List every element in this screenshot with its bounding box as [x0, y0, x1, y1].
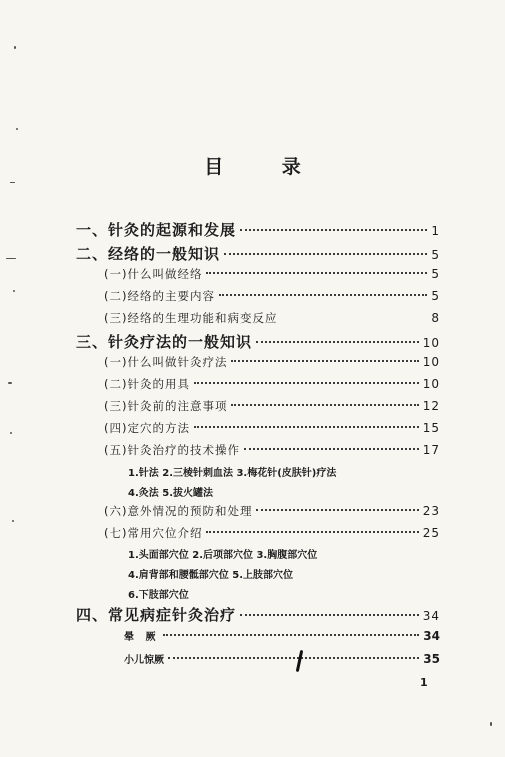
toc-entry-page: 25: [422, 526, 440, 540]
toc-entry-label: 三、针灸疗法的一般知识: [76, 333, 253, 351]
scan-speck: [12, 520, 14, 522]
toc-entry-label: 晕 厥: [124, 632, 160, 643]
toc-entry-page: 12: [422, 399, 440, 413]
toc-entry-label: 二、经络的一般知识: [76, 245, 221, 263]
toc-entry: [104, 503, 440, 519]
toc-subitems: 6.下肢部穴位: [128, 590, 189, 601]
toc-entry-page: 1: [431, 224, 440, 238]
toc-entry-label: (四)定穴的方法: [104, 421, 190, 435]
leader-dots: [240, 229, 427, 231]
toc-entry-page: 23: [422, 504, 440, 518]
toc-entry-label: (七)常用穴位介绍: [104, 526, 203, 540]
toc-entry-page: 15: [422, 421, 440, 435]
toc-entry-page: 10: [422, 336, 440, 350]
toc-entry: [104, 442, 440, 458]
scan-speck: [10, 182, 15, 183]
scan-speck: [13, 290, 15, 292]
page-title: 目 录: [204, 156, 327, 178]
leader-dots: [206, 272, 427, 274]
toc-entry: [104, 354, 440, 370]
toc-entry-label: (一)什么叫做经络: [104, 267, 203, 281]
toc-entry: [104, 525, 440, 541]
toc-entry-page: 5: [431, 267, 440, 281]
leader-dots: [194, 382, 419, 384]
leader-dots: [256, 509, 418, 511]
leader-dots: [256, 341, 419, 343]
toc-entry-label: 一、针灸的起源和发展: [76, 221, 237, 239]
toc-entry-label: 小儿惊厥: [124, 655, 164, 666]
toc-entry-page: 5: [431, 289, 440, 303]
toc-entry-label: (五)针灸治疗的技术操作: [104, 443, 240, 457]
leader-dots: [206, 531, 418, 533]
toc-entry-label: 四、常见病症针灸治疗: [76, 606, 237, 624]
toc-entry-page: 10: [422, 355, 440, 369]
toc-subitems: 1.针法 2.三棱针刺血法 3.梅花针(皮肤针)疗法: [128, 468, 337, 479]
toc-entry-label: (二)针灸的用具: [104, 377, 190, 391]
toc-subitems: 1.头面部穴位 2.后项部穴位 3.胸腹部穴位: [128, 550, 318, 561]
toc-entry-label: (一)什么叫做针灸疗法: [104, 355, 228, 369]
scan-speck: [8, 382, 12, 384]
leader-dots: [219, 294, 427, 296]
toc-entry: [124, 628, 440, 643]
toc-entry-label: (三)针灸前的注意事项: [104, 399, 228, 413]
toc-entry-label: (六)意外情况的预防和处理: [104, 504, 253, 518]
toc-entry: [104, 376, 440, 392]
toc-entry: [76, 331, 440, 352]
toc-entry: [104, 266, 440, 282]
toc-entry: [104, 420, 440, 436]
leader-dots: [168, 657, 419, 659]
toc-entry: [104, 310, 440, 326]
toc-entry-page: 8: [431, 311, 440, 325]
toc-entry: [104, 288, 440, 304]
leader-dots: [240, 614, 419, 616]
leader-dots: [231, 360, 418, 362]
leader-dots: [231, 404, 418, 406]
leader-dots: [194, 426, 419, 428]
scan-speck: [490, 722, 492, 726]
toc-entry-page: 34: [422, 609, 440, 623]
toc-entry-page: 10: [422, 377, 440, 391]
toc-entry-page: 35: [423, 652, 440, 666]
leader-dots: [224, 253, 427, 255]
toc-entry: [124, 651, 440, 666]
page-number: 1: [420, 676, 428, 689]
toc-entry: [76, 604, 440, 625]
toc-entry-page: 5: [431, 248, 440, 262]
scan-speck: [14, 46, 16, 49]
leader-dots: [244, 448, 419, 450]
toc-entry: [76, 243, 440, 264]
toc-entry-page: 17: [422, 443, 440, 457]
scan-speck: [16, 128, 18, 130]
scan-speck: [10, 432, 12, 434]
scan-speck: [6, 258, 16, 259]
toc-subitems: 4.灸法 5.拔火罐法: [128, 488, 213, 499]
toc-entry: [76, 219, 440, 240]
toc-entry-label: (二)经络的主要内容: [104, 289, 215, 303]
toc-entry-label: (三)经络的生理功能和病变反应: [104, 311, 278, 325]
toc-entry: [104, 398, 440, 414]
toc-subitems: 4.肩背部和腰骶部穴位 5.上肢部穴位: [128, 570, 293, 581]
leader-dots: [163, 634, 419, 636]
toc-entry-page: 34: [423, 629, 440, 643]
